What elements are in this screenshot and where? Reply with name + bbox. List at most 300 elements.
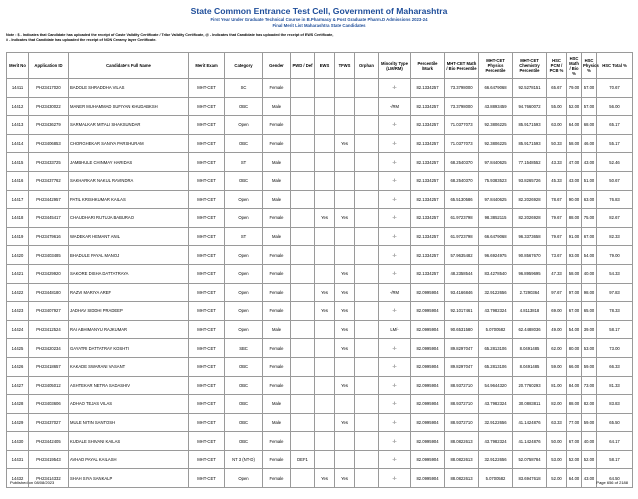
table-cell: MHT-CET [189, 97, 225, 116]
table-cell: MHT-CET [189, 153, 225, 172]
table-cell: MHT-CET [189, 413, 225, 432]
table-cell: 65.67 [547, 79, 567, 98]
table-cell: RAZVI MARIYA AREF [69, 283, 189, 302]
table-cell: 14412 [7, 97, 29, 116]
table-cell [291, 469, 315, 488]
table-cell: PH23442405 [29, 432, 69, 451]
table-cell: SC [225, 79, 263, 98]
table-cell: 77.00 [567, 413, 582, 432]
table-cell: 58.17 [597, 450, 633, 469]
table-cell: PH23442957 [29, 190, 69, 209]
table-cell [335, 79, 355, 98]
page-number: Page 656 of 2188 [596, 480, 628, 485]
table-cell: 64.00 [567, 116, 582, 135]
table-cell [315, 320, 335, 339]
table-cell: -/- [379, 209, 411, 228]
table-cell: PH23405012 [29, 376, 69, 395]
table-cell: MHT-CET [189, 283, 225, 302]
table-cell: 82.0995904 [411, 339, 445, 358]
table-row [7, 79, 633, 98]
table-cell: 64.50 [597, 469, 633, 488]
table-cell: MULE NITIN SANTOSH [69, 413, 189, 432]
table-cell: 41.1424876 [513, 413, 547, 432]
table-cell: 78.67 [547, 190, 567, 209]
table-cell [355, 116, 379, 135]
table-cell: 52.0758784 [513, 450, 547, 469]
table-cell: 56.00 [597, 97, 633, 116]
table-cell: ST [225, 227, 263, 246]
table-cell [335, 153, 355, 172]
table-cell: Open [225, 302, 263, 321]
table-cell [355, 134, 379, 153]
table-cell: 47.00 [567, 153, 582, 172]
table-cell [315, 134, 335, 153]
table-cell: Yes [335, 376, 355, 395]
table-cell [355, 227, 379, 246]
table-cell: 14422 [7, 283, 29, 302]
table-cell: 43.7982324 [479, 395, 513, 414]
table-cell: PATIL KRISHKUMAR KAILAS [69, 190, 189, 209]
table-cell [291, 413, 315, 432]
table-cell: 14426 [7, 357, 29, 376]
table-cell: 91.00 [567, 227, 582, 246]
table-cell: Open [225, 246, 263, 265]
table-cell: Male [263, 97, 291, 116]
table-cell: 14432 [7, 469, 29, 488]
table-cell: 90.8567670 [513, 246, 547, 265]
table-cell: 4.8113818 [513, 302, 547, 321]
table-row [7, 264, 633, 283]
table-cell [291, 134, 315, 153]
table-cell: Female [263, 134, 291, 153]
table-cell: 8.0491485 [513, 339, 547, 358]
table-cell [355, 395, 379, 414]
table-cell: 61.9723798 [445, 209, 479, 228]
table-cell: -/- [379, 413, 411, 432]
table-cell: 47.33 [547, 264, 567, 283]
table-cell [355, 79, 379, 98]
table-cell: MHT-CET [189, 190, 225, 209]
column-header: Percentile /Mark [411, 53, 445, 79]
table-cell: 57.00 [582, 79, 597, 98]
table-cell: 70.67 [597, 79, 633, 98]
table-cell: MHT-CET [189, 339, 225, 358]
table-cell: 67.00 [582, 227, 597, 246]
table-cell: 5.0700582 [479, 320, 513, 339]
table-cell: Male [263, 320, 291, 339]
table-cell: 82.1334257 [411, 264, 445, 283]
table-cell: -/- [379, 339, 411, 358]
table-cell: 82.33 [597, 227, 633, 246]
table-cell [355, 283, 379, 302]
table-cell [315, 450, 335, 469]
table-row [7, 227, 633, 246]
table-cell: 32.9122656 [479, 450, 513, 469]
table-cell [355, 190, 379, 209]
table-cell [335, 190, 355, 209]
table-cell: 58.00 [567, 264, 582, 283]
table-row [7, 469, 633, 488]
table-cell [291, 339, 315, 358]
table-cell: -/- [379, 357, 411, 376]
table-cell [291, 209, 315, 228]
table-cell: 82.0995904 [411, 469, 445, 488]
table-cell: SAKORE DISHA DATTATRAYA [69, 264, 189, 283]
table-cell: KAKADE SWARANI VASANT [69, 357, 189, 376]
table-cell: SAKHARKAR NAKUL RAVINDRA [69, 171, 189, 190]
table-cell: MHT-CET [189, 357, 225, 376]
table-cell: 14411 [7, 79, 29, 98]
table-cell: -/- [379, 190, 411, 209]
table-cell: Yes [315, 283, 335, 302]
table-cell [355, 246, 379, 265]
table-cell: 98.00 [582, 283, 597, 302]
table-cell: 58.00 [567, 134, 582, 153]
table-cell [315, 395, 335, 414]
table-cell: 82.2026928 [513, 190, 547, 209]
table-cell [291, 116, 315, 135]
table-cell: MHT-CET [189, 134, 225, 153]
table-row [7, 302, 633, 321]
table-cell: Open [225, 469, 263, 488]
table-row [7, 190, 633, 209]
table-cell: -/- [379, 376, 411, 395]
table-cell: 82.0995904 [411, 357, 445, 376]
table-cell [315, 153, 335, 172]
table-cell: Female [263, 357, 291, 376]
table-cell: 77.1548552 [513, 153, 547, 172]
table-cell [335, 357, 355, 376]
table-cell: GAYATRI DATTATRAY KOSHTI [69, 339, 189, 358]
table-cell: 62.00 [547, 339, 567, 358]
table-cell: 73.00 [597, 339, 633, 358]
table-cell: Yes [335, 302, 355, 321]
table-cell: 82.1334257 [411, 246, 445, 265]
table-cell: 39.00 [582, 320, 597, 339]
table-cell: 43.00 [567, 171, 582, 190]
table-cell: OBC [225, 171, 263, 190]
table-cell: 90.00 [567, 190, 582, 209]
table-row [7, 339, 633, 358]
table-cell [291, 320, 315, 339]
table-cell [355, 320, 379, 339]
table-cell: 2.7290364 [513, 283, 547, 302]
table-cell: 96.6924975 [479, 246, 513, 265]
table-cell: MHT-CET [189, 209, 225, 228]
table-cell [355, 209, 379, 228]
table-cell: PH23445417 [29, 209, 69, 228]
table-cell [315, 246, 335, 265]
table-cell: 43.33 [547, 153, 567, 172]
table-cell: 64.17 [597, 432, 633, 451]
table-cell: 40.00 [582, 264, 597, 283]
table-cell: PH23420234 [29, 339, 69, 358]
table-cell: MHT-CET [189, 79, 225, 98]
table-cell: -/- [379, 227, 411, 246]
table-cell: MHT-CET [189, 227, 225, 246]
table-cell [315, 264, 335, 283]
table-cell: 93.00 [567, 246, 582, 265]
table-cell: 97.83 [597, 283, 633, 302]
table-cell: AVHAD PAYAL KAILASH [69, 450, 189, 469]
table-cell [315, 171, 335, 190]
table-cell: Yes [335, 264, 355, 283]
table-cell: 43.7982324 [479, 302, 513, 321]
table-cell: 94.7660072 [513, 97, 547, 116]
table-cell: 82.1334257 [411, 153, 445, 172]
table-cell [315, 432, 335, 451]
table-cell: 65.2813106 [479, 357, 513, 376]
table-cell: CHORGHEKAR SANIYA PARSHURAM [69, 134, 189, 153]
column-header: MHT-CET Chemistry Percentile [513, 53, 547, 79]
table-cell [355, 376, 379, 395]
table-cell [335, 395, 355, 414]
table-cell: Open [225, 190, 263, 209]
table-row [7, 320, 633, 339]
column-header: EWS [315, 53, 335, 79]
table-cell [291, 302, 315, 321]
table-cell: 85.9171593 [513, 134, 547, 153]
table-cell: Male [263, 153, 291, 172]
table-cell: 14413 [7, 116, 29, 135]
table-cell: OBC [225, 413, 263, 432]
table-cell: 58.17 [597, 320, 633, 339]
table-cell: JADHAV SIDDHI PRADEEP [69, 302, 189, 321]
table-cell: 79.67 [547, 227, 567, 246]
table-cell: SHAH SIYA SANKALP [69, 469, 189, 488]
table-row [7, 357, 633, 376]
table-cell: 14425 [7, 339, 29, 358]
table-cell: 65.50 [597, 413, 633, 432]
table-cell: Female [263, 432, 291, 451]
table-cell: 82.00 [582, 395, 597, 414]
table-cell: ADHAO TEJAS VILAS [69, 395, 189, 414]
table-cell: 63.00 [547, 116, 567, 135]
table-cell: 79.00 [567, 79, 582, 98]
table-cell: 83.83 [597, 395, 633, 414]
table-cell: 88.9372710 [445, 413, 479, 432]
table-cell: 82.1334257 [411, 171, 445, 190]
table-cell: PH23403606 [29, 395, 69, 414]
table-cell: RAI ABHIMANYU RAJKUMAR [69, 320, 189, 339]
table-row [7, 171, 633, 190]
table-cell: 96.8959695 [513, 264, 547, 283]
table-cell [355, 339, 379, 358]
table-cell: PH23414332 [29, 469, 69, 488]
table-cell: Female [263, 116, 291, 135]
table-cell [291, 357, 315, 376]
table-cell: 75.00 [582, 209, 597, 228]
table-cell: 57.00 [582, 97, 597, 116]
table-cell: 14427 [7, 376, 29, 395]
table-cell: -/- [379, 116, 411, 135]
notes [6, 33, 632, 43]
table-cell: MANER MUHAMMAD SUFIYAN KHUDABKSH [69, 97, 189, 116]
table-cell: 73.67 [547, 246, 567, 265]
table-cell: 65.00 [582, 302, 597, 321]
table-cell: 55.00 [547, 97, 567, 116]
table-cell: -/- [379, 153, 411, 172]
table-cell: -/- [379, 432, 411, 451]
table-cell: 81.33 [597, 376, 633, 395]
table-cell [315, 190, 335, 209]
table-cell: 82.67 [597, 209, 633, 228]
table-cell: 43.00 [582, 469, 597, 488]
table-row [7, 97, 633, 116]
table-cell: 68.2540370 [445, 153, 479, 172]
note-line: Note : $ - Indicates that Candidate has uploaded the receipt of Caste Validity Certificate / Tribe Validity Certificate, @ - Indicates that Candidate has uploaded the receipt of EWS Certificate, [6, 33, 334, 37]
table-cell: 14424 [7, 320, 29, 339]
table-cell: Yes [335, 320, 355, 339]
table-cell: 81.00 [547, 376, 567, 395]
table-cell: 14418 [7, 209, 29, 228]
table-cell [355, 171, 379, 190]
table-cell: 49.00 [547, 320, 567, 339]
table-cell: SARMALKAR MITALI SHAKSUNDAR [69, 116, 189, 135]
table-cell: 66.33 [597, 357, 633, 376]
table-cell [315, 339, 335, 358]
table-cell: 82.0995904 [411, 302, 445, 321]
table-cell: 5.0700582 [479, 469, 513, 488]
table-cell: 67.00 [567, 302, 582, 321]
table-cell: 14429 [7, 413, 29, 432]
table-cell: ST [225, 153, 263, 172]
table-cell: 97.00 [567, 283, 582, 302]
table-cell: PH23479616 [29, 227, 69, 246]
table-cell: 8.0491485 [513, 357, 547, 376]
table-cell: 46.00 [582, 134, 597, 153]
table-cell: Yes [335, 134, 355, 153]
table-cell [291, 153, 315, 172]
table-cell: 65.5130586 [445, 190, 479, 209]
table-cell [335, 432, 355, 451]
table-row [7, 134, 633, 153]
merit-list-table [6, 52, 633, 488]
table-cell: ASHTEKAR NETRA SADASHIV [69, 376, 189, 395]
table-cell: Male [263, 413, 291, 432]
table-cell: MHT-CET [189, 432, 225, 451]
table-cell [315, 413, 335, 432]
table-cell: 14420 [7, 246, 29, 265]
table-cell: 82.1334257 [411, 116, 445, 135]
table-cell: 76.83 [597, 190, 633, 209]
table-cell: 92.3806225 [479, 134, 513, 153]
table-cell: Yes [335, 339, 355, 358]
table-cell: MHT-CET [189, 246, 225, 265]
column-header: Minority Type (LM/RM) [379, 53, 411, 79]
column-header: HSC Math / Bio % [567, 53, 582, 79]
table-cell [291, 190, 315, 209]
table-cell [335, 116, 355, 135]
table-row [7, 116, 633, 135]
table-cell: 88.9372710 [445, 376, 479, 395]
table-cell: PH23448180 [29, 283, 69, 302]
table-cell: 88.0822613 [445, 469, 479, 488]
table-cell [355, 469, 379, 488]
table-cell [291, 283, 315, 302]
table-cell: WADEKAR HEMANT ANIL [69, 227, 189, 246]
table-cell: 50.00 [547, 432, 567, 451]
table-cell: 52.46 [597, 153, 633, 172]
table-cell: 73.3798000 [445, 97, 479, 116]
table-cell: 92.1017461 [445, 302, 479, 321]
table-cell: OBC [225, 134, 263, 153]
table-cell: 92.3806225 [479, 116, 513, 135]
table-cell: -/- [379, 246, 411, 265]
table-cell: 90.6531580 [445, 320, 479, 339]
table-cell [291, 97, 315, 116]
table-cell [315, 376, 335, 395]
table-row [7, 450, 633, 469]
table-cell: 51.00 [582, 171, 597, 190]
table-cell [291, 376, 315, 395]
table-cell: 82.0995904 [411, 432, 445, 451]
table-cell: 69.00 [547, 302, 567, 321]
table-cell: 32.9122656 [479, 413, 513, 432]
table-cell: SBC [225, 339, 263, 358]
table-cell: PH23419543 [29, 450, 69, 469]
table-cell: Female [263, 339, 291, 358]
table-cell: 50.33 [547, 134, 567, 153]
table-cell: 54.00 [567, 320, 582, 339]
table-cell: Open [225, 116, 263, 135]
table-row [7, 246, 633, 265]
table-cell: PH23406853 [29, 134, 69, 153]
table-cell: 88.00 [567, 395, 582, 414]
table-cell: PH23437027 [29, 413, 69, 432]
table-cell: 73.3798000 [445, 79, 479, 98]
table-cell [315, 227, 335, 246]
table-cell [291, 79, 315, 98]
table-cell [355, 302, 379, 321]
table-cell: 82.0995904 [411, 376, 445, 395]
column-header: HSC Total % [597, 53, 633, 79]
column-header: Candidate's Full Name [69, 53, 189, 79]
table-cell [291, 395, 315, 414]
table-cell: PH23437762 [29, 171, 69, 190]
table-cell: 61.9723798 [445, 227, 479, 246]
table-cell: Yes [335, 209, 355, 228]
table-cell: 48.2358544 [445, 264, 479, 283]
table-cell: 82.0995904 [411, 320, 445, 339]
table-cell: -/- [379, 395, 411, 414]
table-cell: PH23403485 [29, 246, 69, 265]
table-cell: 59.00 [547, 357, 567, 376]
column-header: Gender [263, 53, 291, 79]
table-cell: 88.00 [567, 209, 582, 228]
table-cell: -/RM [379, 283, 411, 302]
table-cell: 82.2026928 [513, 209, 547, 228]
table-cell: 40.00 [582, 432, 597, 451]
table-cell [335, 246, 355, 265]
page-title: State Common Entrance Test Cell, Government of Maharashtra [190, 6, 448, 16]
note-line: # - Indicates that Candidate has uploaded the receipt of NON Creamy layer Certificate. [6, 38, 157, 42]
table-cell: 66.6479068 [479, 227, 513, 246]
table-cell: -/- [379, 79, 411, 98]
table-cell: 53.00 [547, 450, 567, 469]
table-cell [355, 432, 379, 451]
table-cell: 82.0995904 [411, 413, 445, 432]
table-cell: Female [263, 246, 291, 265]
table-cell: Male [263, 227, 291, 246]
table-cell: 98.3852115 [479, 209, 513, 228]
table-cell: 93.8265726 [513, 171, 547, 190]
table-cell: -/- [379, 134, 411, 153]
table-cell: 71.0377073 [445, 116, 479, 135]
table-cell: 55.17 [597, 134, 633, 153]
table-cell: MHT-CET [189, 395, 225, 414]
table-cell: NT 3 (NT-D) [225, 450, 263, 469]
